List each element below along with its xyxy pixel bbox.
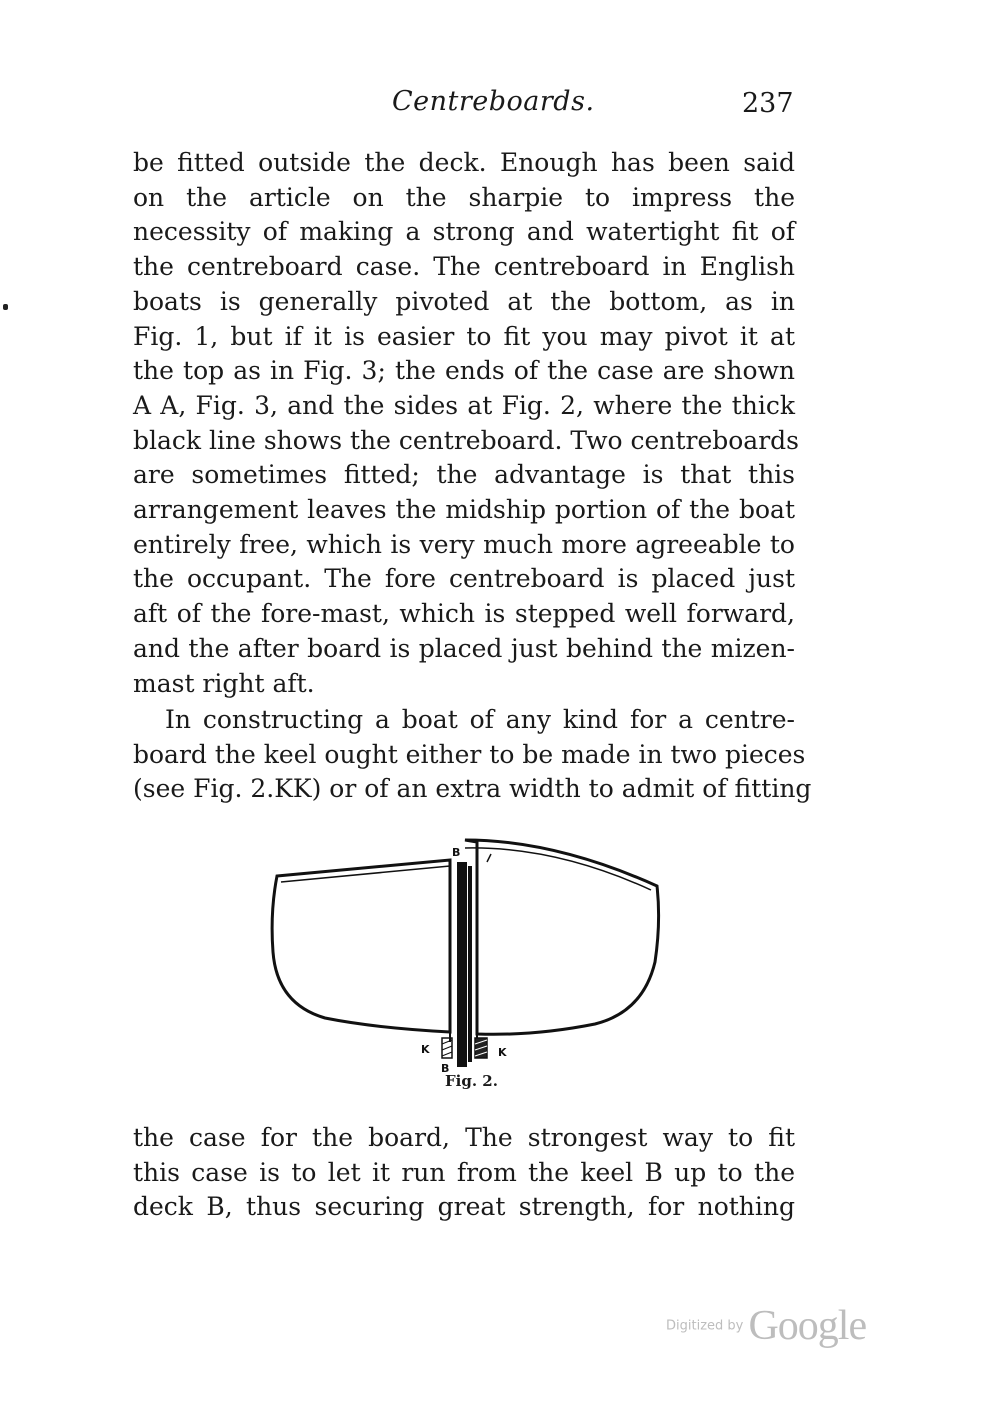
text-line: the top as in Fig. 3; the ends of the case are shown [133,356,795,386]
text-line: (see Fig. 2.KK) or of an extra width to admit of fitting [133,774,812,804]
label-keel-k-left: K [421,1043,430,1056]
paragraph-1 [133,146,799,701]
hull-right [465,840,659,1034]
text-line: A A, Fig. 3, and the sides at Fig. 2, where the thick [133,390,795,420]
text-line: arrangement leaves the midship portion of the boat [133,495,795,525]
figure-caption: Fig. 2. [445,1072,498,1090]
deck-tick [487,854,491,862]
label-keel-k-right: K [498,1046,507,1059]
figure-2 [265,832,665,1102]
text-line: aft of the fore-mast, which is stepped well forward, [133,599,795,629]
page-number: 237 [742,88,794,119]
deck-right-inner [465,848,651,890]
text-line: boats is generally pivoted at the bottom, as in [133,286,795,316]
running-head [0,86,988,126]
text-line: the case for the board, The strongest way to fit [133,1123,795,1152]
digitized-watermark [666,1302,866,1350]
label-keel-b: B [441,1062,450,1075]
centreboard [457,862,467,1067]
text-line: be fitted outside the deck. Enough has been said [133,148,795,177]
margin-mark [3,304,8,310]
text-line: the centreboard case. The centreboard in English [133,252,795,282]
paragraph-3 [133,1121,795,1225]
text-line: deck B, thus securing great strength, for nothing [133,1192,795,1222]
running-title: Centreboards. [392,86,595,117]
text-line: board the keel ought either to be made in two pieces [133,739,806,769]
text-line: mast right aft. [133,668,315,698]
text-line: are sometimes fitted; the advantage is that this [133,460,795,490]
paragraph-2 [133,703,812,807]
text-line: necessity of making a strong and watertight fit of [133,217,795,247]
text-line: Fig. 1, but if it is easier to fit you may pivot it at [133,321,795,351]
watermark-brand: Google [748,1303,867,1349]
watermark-prefix: Digitized by [666,1318,744,1334]
text-line: and the after board is placed just behind the mizen- [133,633,795,663]
centreboard-edge [468,866,472,1062]
text-line: entirely free, which is very much more agreeable to [133,529,795,559]
hull-left [272,860,450,1032]
boat-section-diagram [265,832,665,1102]
text-line: on the article on the sharpie to impress the [133,182,795,212]
text-line: In constructing a boat of any kind for a centre- [165,705,795,734]
label-deck-b: B [452,846,461,859]
text-line: the occupant. The fore centreboard is placed just [133,564,795,594]
text-line: black line shows the centreboard. Two centreboards [133,425,799,455]
text-line: this case is to let it run from the keel B up to the [133,1157,795,1187]
